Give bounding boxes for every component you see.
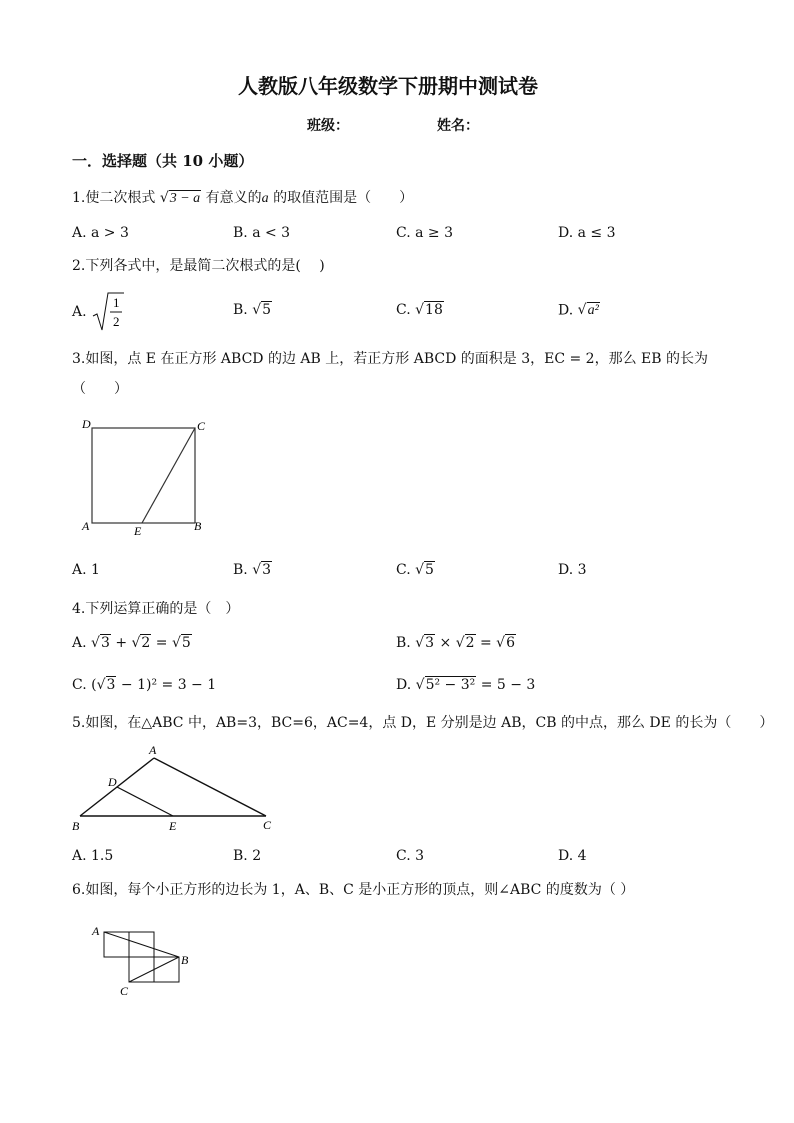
q1-option-b[interactable]: B. a < 3 [233, 225, 291, 241]
q4-a-op: + [115, 635, 128, 651]
q3-label-d: D [82, 417, 91, 431]
q5-option-d[interactable]: D. 4 [558, 848, 587, 864]
q4-d-radical: √5² − 3² [415, 677, 476, 693]
section-heading: 一．选择题（共 10 小题） [72, 152, 254, 170]
q1-stem-mid: 有意义的 [205, 190, 262, 206]
q4-d-rhs: = 5 − 3 [480, 677, 536, 693]
q3-option-c[interactable] [396, 562, 435, 578]
q5-option-a[interactable]: A. 1.5 [72, 848, 114, 864]
q1-option-c[interactable]: C. a ≥ 3 [396, 225, 453, 241]
q4-a-radical-3: √5 [171, 635, 191, 651]
q3-option-c-label: C. [396, 562, 411, 578]
q4-option-c[interactable] [72, 677, 216, 693]
q4-option-a[interactable] [72, 635, 192, 651]
q4-c-rhs: = 3 − 1 [161, 677, 217, 693]
q2-option-b-label: B. [233, 302, 248, 318]
q2-c-radical: √18 [415, 302, 443, 318]
q6-label-c: C [120, 984, 129, 998]
q4-b-radical-3: √6 [496, 635, 516, 651]
q3-c-radical: √5 [415, 562, 434, 578]
q5-option-b[interactable]: B. 2 [233, 848, 262, 864]
q3-label-c: C [197, 419, 206, 433]
q5-label-c: C [263, 818, 272, 832]
page-title: 人教版八年级数学下册期中测试卷 [238, 74, 538, 98]
q2-a-sqrt-fraction [91, 290, 125, 334]
q3-c-radicand: 5 [425, 562, 434, 578]
q5-label-a: A [149, 743, 157, 757]
q2-d-radical: √a² [577, 302, 599, 318]
question-6: 6.如图，每个小正方形的边长为 1，A、B、C 是小正方形的顶点，则∠ABC 的度数为（ ） [72, 882, 635, 898]
q4-option-c-label: C. [72, 677, 87, 693]
q4-c-radicand: 3 [106, 677, 116, 693]
q2-frac-den: 2 [113, 314, 120, 329]
question-3-line2: （ ） [72, 381, 128, 397]
q4-d-radicand: 5² − 3² [425, 677, 476, 693]
q3-option-a[interactable]: A. 1 [72, 562, 100, 578]
q4-a-term3: 5 [181, 635, 191, 651]
q6-label-a: A [92, 924, 100, 938]
q4-b-eq: = [479, 635, 492, 651]
q3-square-figure [80, 412, 215, 540]
q4-a-radical-1: √3 [91, 635, 110, 651]
q4-c-radical: √3 [96, 677, 116, 693]
q4-option-b[interactable] [396, 635, 516, 651]
q2-b-radical: √5 [252, 302, 272, 318]
q3-option-b-label: B. [233, 562, 248, 578]
q2-b-radicand: 5 [262, 302, 272, 318]
class-label: 班级： [307, 118, 349, 134]
q4-option-a-label: A. [72, 635, 87, 651]
q4-b-radical-2: √2 [455, 635, 475, 651]
q6-label-b: B [181, 953, 189, 967]
q2-option-d-label: D. [558, 302, 574, 319]
q1-radicand: 3 − a [169, 190, 201, 206]
q4-option-d-label: D. [396, 677, 412, 693]
q4-option-b-label: B. [396, 635, 411, 651]
q5-label-e: E [169, 819, 177, 833]
q1-radical: √3 − a [159, 189, 201, 206]
q4-b-op: × [439, 635, 452, 651]
q1-option-d[interactable]: D. a ≤ 3 [558, 225, 616, 241]
q4-a-term2: 2 [141, 635, 151, 651]
question-2: 2.下列各式中，是最简二次根式的是( ) [72, 258, 325, 274]
q2-option-b[interactable] [233, 302, 272, 318]
q1-option-a[interactable]: A. a > 3 [72, 225, 129, 241]
q5-label-d: D [108, 775, 117, 789]
question-4: 4.下列运算正确的是（ ） [72, 601, 240, 617]
q2-option-c-label: C. [396, 302, 411, 318]
q2-frac-num: 1 [113, 295, 120, 310]
q3-label-a: A [82, 519, 90, 533]
q4-a-eq: = [155, 635, 168, 651]
q5-option-c[interactable]: C. 3 [396, 848, 425, 864]
q3-option-d[interactable]: D. 3 [558, 562, 587, 578]
q4-b-radical-1: √3 [415, 635, 435, 651]
q1-stem-post: 的取值范围是（ ） [273, 190, 414, 206]
q4-b-term2: 2 [465, 635, 475, 651]
question-3-line1: 3.如图，点 E 在正方形 ABCD 的边 AB 上，若正方形 ABCD 的面积是 3，EC = 2，那么 EB 的长为 [72, 351, 709, 367]
q2-option-a[interactable] [72, 290, 125, 334]
q5-label-b: B [72, 819, 80, 833]
question-1 [72, 187, 413, 207]
name-label: 姓名： [437, 118, 479, 134]
q4-a-radical-2: √2 [131, 635, 151, 651]
q2-c-radicand: 18 [425, 302, 443, 318]
q3-b-radicand: 3 [262, 562, 272, 578]
q4-c-minus-one: − 1)² [116, 677, 158, 693]
q4-b-term3: 6 [506, 635, 516, 651]
q2-option-c[interactable] [396, 302, 444, 318]
question-5: 5.如图，在△ABC 中，AB=3，BC=6，AC=4，点 D，E 分别是边 AB，CB 的中点，那么 DE 的长为（ ） [72, 715, 774, 731]
q2-option-d[interactable] [558, 302, 600, 319]
q2-d-radicand: a² [587, 303, 599, 318]
q1-var: a [261, 191, 269, 206]
q6-grid-figure [88, 918, 198, 1000]
q4-option-d[interactable] [396, 677, 535, 693]
q4-b-term1: 3 [425, 635, 435, 651]
q4-c-lparen: ( [91, 677, 97, 693]
q2-option-a-label: A. [72, 304, 87, 320]
q3-label-e: E [134, 524, 142, 538]
q1-stem-pre: 1.使二次根式 [72, 190, 156, 206]
q3-option-b[interactable] [233, 562, 272, 578]
q3-label-b: B [194, 519, 202, 533]
q4-a-term1: 3 [100, 635, 110, 651]
q3-b-radical: √3 [252, 562, 272, 578]
q5-triangle-figure [66, 742, 281, 834]
